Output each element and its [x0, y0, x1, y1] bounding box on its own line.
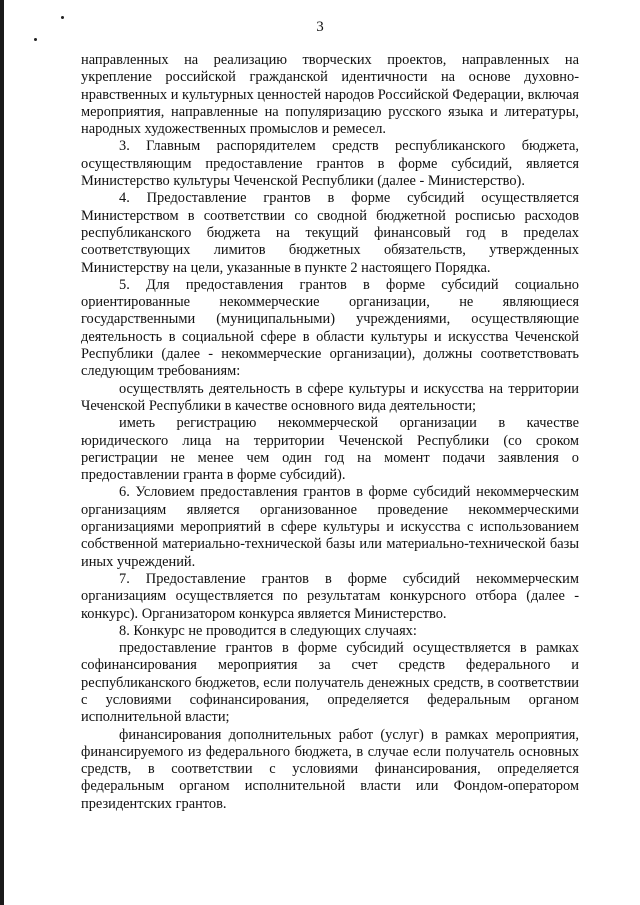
scan-left-edge	[0, 0, 4, 905]
requirement-1: осуществлять деятельность в сфере культуры и искусства на территории Чеченской Республики в качестве основного вида деятельности;	[81, 380, 579, 414]
paragraph-3: 3. Главным распорядителем средств республиканского бюджета, осуществляющим предоставление грантов в форме субсидий, является Министерство культуры Чеченской Республики (далее - Министерство).	[81, 138, 579, 190]
page-number: 3	[316, 19, 324, 35]
scan-speck	[34, 38, 37, 41]
paragraph-6: 6. Условием предоставления грантов в форме субсидий некоммерческим организациям является организованное проведение некоммерческими организациями мероприятий в сфере культуры и искусства с использованием собственной материально-технической базы или материально-технической базы иных учреждений.	[81, 484, 579, 570]
exception-2: финансирования дополнительных работ (услуг) в рамках мероприятия, финансируемого из федерального бюджета, в случае если получатель основных средств, в соответствии с условиями финансирования, определяется федеральным органом исполнительной власти или Фондом-оператором президентских грантов.	[81, 726, 579, 812]
paragraph-2-continuation: направленных на реализацию творческих проектов, направленных на укрепление российской гражданской идентичности на основе духовно-нравственных и культурных ценностей народов Российской Федерации, включая мероприятия, направленные на популяризацию русского языка и литературы, народных художественных промыслов и ремесел.	[81, 52, 579, 138]
paragraph-8: 8. Конкурс не проводится в следующих случаях:	[119, 622, 417, 639]
paragraph-4: 4. Предоставление грантов в форме субсидий осуществляется Министерством в соответствии со сводной бюджетной росписью расходов республиканского бюджета на текущий финансовый год в пределах соответствующих лимитов бюджетных обязательств, утвержденных Министерству на цели, указанные в пункте 2 настоящего Порядка.	[81, 190, 579, 276]
paragraph-7: 7. Предоставление грантов в форме субсидий некоммерческим организациям осуществляется по результатам конкурсного отбора (далее - конкурс). Организатором конкурса является Министерство.	[81, 570, 579, 622]
document-body	[81, 52, 579, 813]
exception-1: предоставление грантов в форме субсидий осуществляется в рамках софинансирования мероприятия за счет средств федерального и республиканского бюджетов, если получатель денежных средств, в соответствии с условиями софинансирования, определяется федеральным органом исполнительной власти;	[81, 640, 579, 726]
paragraph-5: 5. Для предоставления грантов в форме субсидий социально ориентированные некоммерческие организации, не являющиеся государственными (муниципальными) учреждениями, осуществляющие деятельность в социальной сфере в области культуры и искусства Чеченской Республики (далее - некоммерческие организации), должны соответствовать следующим требованиям:	[81, 276, 579, 380]
requirement-2: иметь регистрацию некоммерческой организации в качестве юридического лица на территории Чеченской Республики (со сроком регистрации не менее чем один год на момент подачи заявления о предоставлении гранта в форме субсидий).	[81, 415, 579, 484]
